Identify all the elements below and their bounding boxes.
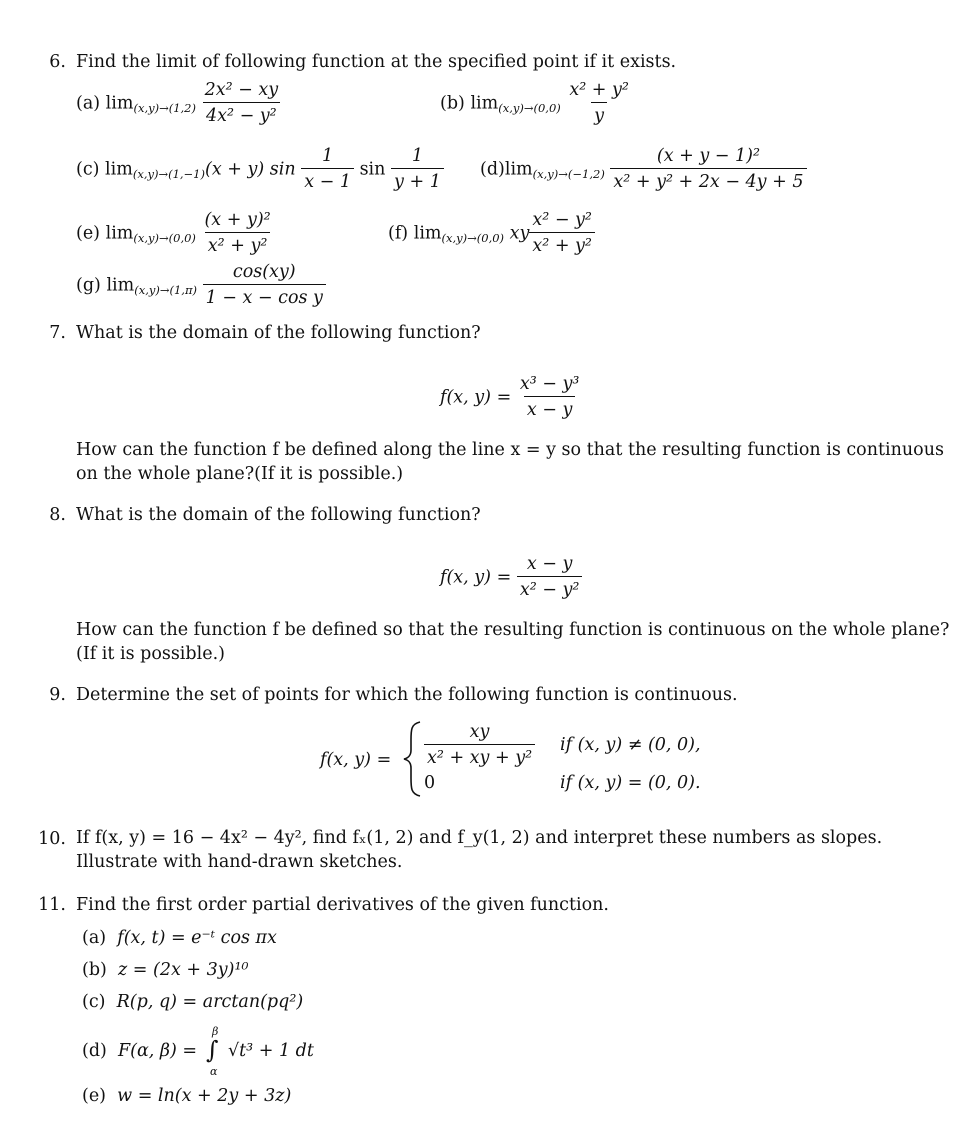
lim-subscript: (x,y)→(1,π) [134,283,197,298]
problem-followup: How can the function f be defined along the line x = y so that the resulting function is continuous on the whole plane?(If it is possible.) [76,440,944,484]
limit-g [76,262,326,310]
lim-subscript: (x,y)→(0,0) [441,231,505,246]
brace-icon [402,720,424,798]
problem-statement: Find the first order partial derivatives of the given function. [76,895,609,915]
problem-number: 11. [38,895,66,915]
expression: (x + y) sin [205,159,296,180]
integrand: √t³ + 1 dt [228,1041,314,1061]
limit-a [76,80,281,128]
problem-statement: Determine the set of points for which the following function is continuous. [76,685,738,705]
sin-operator: sin [359,159,386,180]
lim-subscript: (x,y)→(−1,2) [532,167,605,182]
piecewise-case-2: 0 [424,773,436,793]
function-expression: R(p, q) = arctan(pq²) [116,992,304,1012]
function-expression: w = ln(x + 2y + 3z) [117,1086,292,1106]
problem-number: 9. [49,685,66,705]
numerator: 1 [322,146,334,166]
derivative-item [82,994,303,1012]
lim-operator: lim [413,223,442,244]
problem-statement: Find the limit of following function at the specified point if it exists. [76,52,677,72]
left-brace [402,720,424,803]
numerator: (x + y − 1)² [656,146,761,166]
item-label: (b) [440,93,465,114]
lim-subscript: (x,y)→(0,0) [133,231,196,246]
fraction [301,146,354,194]
lim-subscript: (x,y)→(1,2) [133,101,196,116]
item-label: (d) [82,1041,107,1061]
numerator: 2x² − xy [204,80,279,100]
denominator: x² + y² [205,232,271,258]
problem-number: 10. [38,829,66,849]
item-label: (d) [480,159,505,180]
lim-operator: lim [106,275,135,296]
item-label: (c) [76,159,100,180]
fraction [566,80,632,128]
function-lhs: f(x, y) = [440,567,512,588]
function-lhs: f(x, y) = [440,387,512,408]
function-definition [440,554,582,602]
item-label: (c) [82,992,106,1012]
item-label: (b) [82,960,107,980]
problem-number: 6. [49,52,66,72]
function-definition [440,374,582,422]
denominator: x − 1 [301,168,354,194]
item-label: (a) [76,93,101,114]
fraction [201,210,273,258]
limit-f [388,210,595,258]
function-expression: z = (2x + 3y)¹⁰ [118,960,249,980]
function-lhs: F(α, β) = [118,1041,198,1061]
problem-number: 7. [49,323,66,343]
limit-b [440,80,632,128]
problem-statement: If f(x, y) = 16 − 4x² − 4y², find fₓ(1, 2) and f_y(1, 2) and interpret these numbers as slopes. Illustrate with hand-drawn sketches. [76,828,883,872]
item-label: (g) [76,275,101,296]
lim-operator: lim [105,223,134,244]
lim-subscript: (x,y)→(1,−1) [132,167,205,182]
denominator: x² + y² [529,232,595,258]
numerator: x³ − y³ [519,374,580,394]
numerator: xy [469,722,490,742]
numerator: x − y [526,554,573,574]
denominator: y [591,102,607,128]
integral-sign: ∫ [206,1036,219,1064]
numerator: cos(xy) [232,262,296,282]
fraction [517,554,583,602]
piecewise-condition-2: if (x, y) = (0, 0). [560,773,701,793]
numerator: (x + y)² [204,210,271,230]
denominator: 4x² − y² [203,102,280,128]
lim-subscript: (x,y)→(0,0) [498,101,561,116]
problem-statement: What is the domain of the following function? [76,505,481,525]
limit-e [76,210,274,258]
denominator: x − y [524,396,576,422]
limit-c [76,146,444,194]
fraction [517,374,583,422]
lim-operator: lim [105,159,133,180]
expression: xy [509,223,530,244]
integral-lower-limit: α [210,1065,218,1078]
derivative-item [82,962,249,980]
piecewise-lhs: f(x, y) = [320,750,392,770]
lim-operator: lim [504,159,533,180]
function-expression: f(x, t) = e⁻ᵗ cos πx [117,928,277,948]
denominator: x² − y² [517,576,583,602]
piecewise-case-1 [424,722,535,770]
problem-followup: How can the function f be defined so that the resulting function is continuous on the whole plane? (If it is possible.) [76,620,950,664]
fraction [203,262,326,310]
derivative-item [82,1088,291,1106]
numerator: x² − y² [532,210,592,230]
derivative-item [82,1043,197,1061]
fraction [529,210,595,258]
limit-d [480,146,807,194]
item-label: (e) [82,1086,107,1106]
fraction [391,146,444,194]
numerator: x² + y² [569,80,629,100]
lim-operator: lim [105,93,134,114]
denominator: y + 1 [391,168,444,194]
piecewise-condition-1: if (x, y) ≠ (0, 0), [560,735,701,755]
problem-statement: What is the domain of the following function? [76,323,481,343]
item-label: (a) [82,928,107,948]
item-label: (e) [76,223,101,244]
denominator: 1 − x − cos y [203,284,326,310]
integral-upper-limit: β [212,1025,219,1038]
fraction [424,722,535,770]
fraction [610,146,806,194]
problem-number: 8. [49,505,66,525]
fraction [202,80,282,128]
denominator: x² + y² + 2x − 4y + 5 [610,168,806,194]
numerator: 1 [411,146,423,166]
item-label: (f) [388,223,409,244]
derivative-item [82,930,277,948]
denominator: x² + xy + y² [424,744,535,770]
lim-operator: lim [470,93,499,114]
